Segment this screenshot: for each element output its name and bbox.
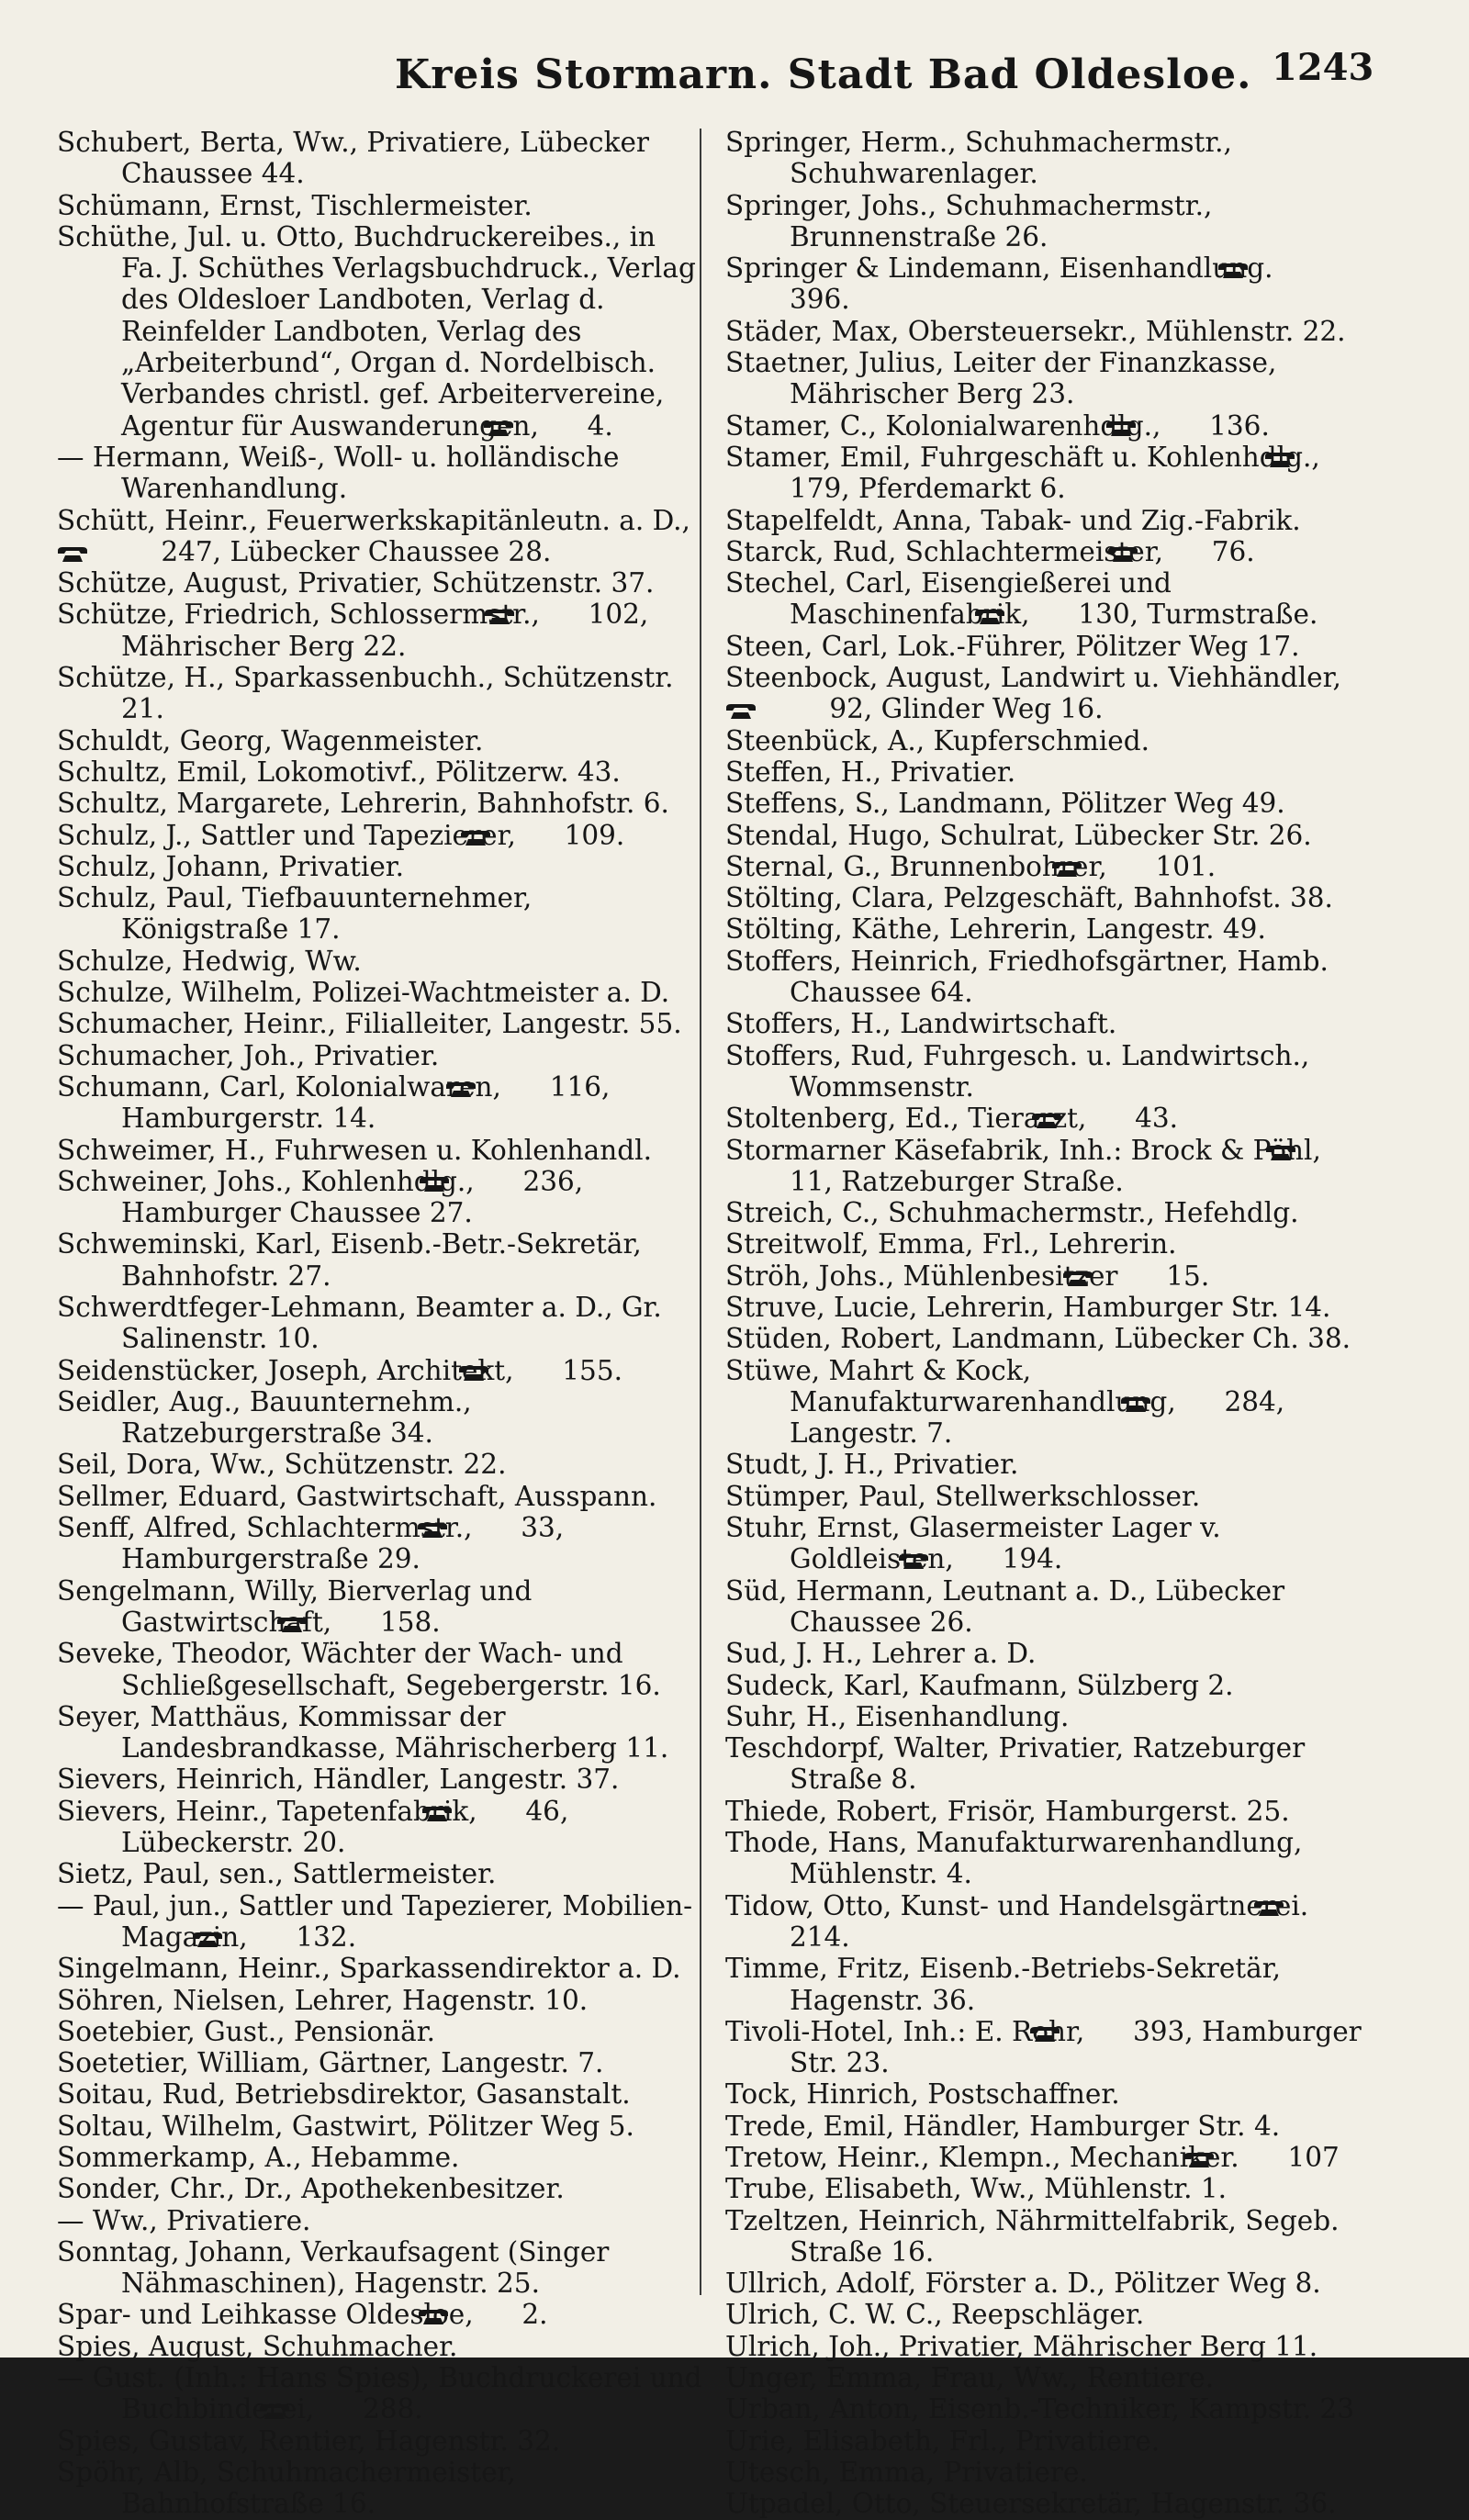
entry-text: Schütze, August, Privatier, Schützenstr. 37.: [57, 567, 655, 599]
entry-text: Stormarner Käsefabrik, Inh.: Brock & Pöhl,: [725, 1134, 1321, 1166]
telephone-number: 2.: [512, 2299, 548, 2331]
directory-entry: [57, 1764, 704, 1795]
entry-text: Stamer, C., Kolonialwarenhdlg.,: [725, 409, 1161, 442]
entry-text: Seyer, Matthäus, Kommissar der Landesbrandkasse, Mährischerberg 11.: [57, 1700, 669, 1764]
telephone-handset-icon: [121, 538, 152, 554]
directory-entry: [57, 1638, 704, 1701]
directory-entry: [725, 316, 1373, 347]
directory-entry: [725, 1135, 1373, 1198]
entry-text: Schütt, Heinr., Feuerwerkskapitänleutn. a. D.,: [57, 504, 690, 536]
entry-text: Seidler, Aug., Bauunternehm., Ratzeburgerstraße 34.: [57, 1385, 472, 1450]
left-column: [57, 127, 704, 2520]
directory-entry: [725, 252, 1373, 316]
directory-entry: [725, 1953, 1373, 2016]
entry-text: Thode, Hans, Manufakturwarenhandlung, Mühlenstr. 4.: [725, 1827, 1303, 1890]
directory-entry: [57, 599, 704, 662]
telephone-number: 92, Glinder Weg 16.: [821, 693, 1104, 725]
telephone-handset-icon: [1170, 412, 1201, 429]
directory-entry: [57, 1166, 704, 1229]
entry-text: Schweimer, H., Fuhrwesen u. Kohlenhandl.: [57, 1134, 652, 1166]
entry-text: Schwerdtfeger-Lehmann, Beamter a. D., Gr. Salinenstr. 10.: [57, 1291, 662, 1355]
entry-text: Steen, Carl, Lok.-Führer, Pölitzer Weg 17.: [725, 630, 1300, 662]
directory-entry: [725, 190, 1373, 253]
entry-text: Sievers, Heinr., Tapetenfabrik,: [57, 1795, 477, 1827]
directory-entry: [57, 820, 704, 851]
entry-text: Steenbock, August, Landwirt u. Viehhändler,: [725, 662, 1341, 694]
directory-entry: [57, 1890, 704, 1954]
telephone-number: 15.: [1157, 1260, 1210, 1292]
entry-text: Unger, Emma, Frau, Ww., Rentiere.: [725, 2362, 1215, 2394]
entry-text: Stoffers, Rud, Fuhrgesch. u. Landwirtsch., Wommsenstr.: [725, 1039, 1310, 1103]
directory-entry: [725, 1228, 1373, 1260]
directory-entry: [725, 1670, 1373, 1701]
directory-entry: [57, 1858, 704, 1889]
entry-text: Streitwolf, Emma, Frl., Lehrerin.: [725, 1228, 1177, 1260]
directory-entry: [725, 1701, 1373, 1732]
directory-entry: [57, 2111, 704, 2142]
directory-entry: [57, 1386, 704, 1450]
page-header: [0, 46, 1469, 101]
entry-text: Studt, J. H., Privatier.: [725, 1449, 1019, 1481]
directory-entry: [57, 756, 704, 788]
telephone-number: 107: [1279, 2142, 1340, 2173]
telephone-handset-icon: [1116, 853, 1147, 869]
telephone-handset-icon: [522, 1357, 554, 1373]
directory-entry: [57, 2425, 704, 2457]
directory-entry: [725, 788, 1373, 819]
entry-text: Utesch, Emma, Privatiere.: [725, 2456, 1088, 2488]
directory-entry: [57, 1292, 704, 1355]
directory-entry: [725, 2457, 1373, 2488]
entry-text: Schümann, Ernst, Tischlermeister.: [57, 189, 533, 221]
directory-entry: [725, 1197, 1373, 1228]
entry-text: Schweminski, Karl, Eisenb.-Betr.-Sekretär, Bahnhofstr. 27.: [57, 1228, 642, 1292]
directory-entry: [725, 1103, 1373, 1134]
directory-entry: [57, 882, 704, 946]
telephone-number: 158.: [371, 1606, 441, 1638]
telephone-handset-icon: [1318, 1892, 1349, 1909]
entry-text: Schütze, H., Sparkassenbuchh., Schützenstr. 21.: [57, 662, 674, 725]
entry-text: Sengelmann, Willy, Bierverlag und Gastwirtschaft,: [57, 1574, 533, 1638]
directory-entry: [57, 2047, 704, 2078]
entry-text: Trube, Elisabeth, Ww., Mühlenstr. 1.: [725, 2173, 1228, 2205]
directory-entry: [57, 567, 704, 599]
directory-entry: [725, 2362, 1373, 2393]
entry-text: Seveke, Theodor, Wächter der Wach- und Schließgesellschaft, Segebergerstr. 16.: [57, 1638, 661, 1701]
entry-text: Sievers, Heinrich, Händler, Langestr. 37.: [57, 1764, 620, 1796]
right-column: [725, 127, 1373, 2520]
telephone-handset-icon: [1329, 443, 1360, 460]
entry-text: Staetner, Julius, Leiter der Finanzkasse, Mährischer Berg 23.: [725, 347, 1277, 410]
telephone-number: 284, Langestr. 7.: [790, 1385, 1285, 1450]
directory-entry: [57, 1796, 704, 1859]
entry-text: Schütze, Friedrich, Schlossermstr.,: [57, 599, 540, 631]
entry-text: Schumann, Carl, Kolonialwaren,: [57, 1070, 501, 1103]
entry-text: Stüwe, Mahrt & Kock, Manufakturwarenhandlung,: [725, 1354, 1176, 1417]
telephone-handset-icon: [1093, 2018, 1125, 2034]
directory-entry: [725, 1260, 1373, 1292]
telephone-number: 130, Turmstraße.: [1069, 599, 1318, 631]
entry-text: Soltau, Wilhelm, Gastwirt, Pölitzer Weg 5.: [57, 2110, 634, 2142]
telephone-handset-icon: [481, 1514, 512, 1530]
directory-entry: [725, 2173, 1373, 2204]
directory-entry: [725, 2488, 1373, 2519]
directory-entry: [725, 2078, 1373, 2110]
directory-entry: [725, 1575, 1373, 1639]
directory-entry: [725, 2142, 1373, 2173]
directory-entry: [57, 2457, 704, 2520]
telephone-number: 155.: [553, 1354, 622, 1386]
directory-entry: [725, 1890, 1373, 1954]
entry-text: Stoltenberg, Ed., Tierarzt,: [725, 1103, 1087, 1135]
telephone-number: 179, Pferdemarkt 6.: [790, 473, 1066, 505]
entry-text: Schweiner, Johs., Kohlenhdlg.,: [57, 1165, 475, 1197]
directory-entry: [725, 2016, 1373, 2079]
entry-text: Stendal, Hugo, Schulrat, Lübecker Str. 26.: [725, 819, 1312, 851]
directory-entry: [57, 946, 704, 977]
telephone-number: 109.: [555, 819, 625, 851]
entry-text: Schulze, Wilhelm, Polizei-Wachtmeister a. D.: [57, 977, 670, 1009]
entry-text: Timme, Fritz, Eisenb.-Betriebs-Sekretär, Hagenstr. 36.: [725, 1953, 1281, 2016]
telephone-number: 393, Hamburger Str. 23.: [790, 2015, 1362, 2079]
directory-entry: [725, 851, 1373, 882]
entry-text: Söhren, Nielsen, Lehrer, Hagenstr. 10.: [57, 1984, 589, 2016]
directory-entry: [57, 1701, 704, 1764]
telephone-handset-icon: [1329, 1137, 1361, 1153]
telephone-handset-icon: [1095, 1104, 1127, 1121]
directory-entry: [725, 662, 1373, 725]
entry-text: Stuhr, Ernst, Glasermeister Lager v. Goldleisten,: [725, 1512, 1221, 1575]
directory-entry: [57, 2236, 704, 2300]
directory-entry: [725, 1512, 1373, 1575]
directory-entry: [725, 1008, 1373, 1039]
entry-text: Steffens, S., Landmann, Pölitzer Weg 49.: [725, 788, 1285, 820]
telephone-number: 4.: [578, 409, 613, 442]
directory-entry: [57, 221, 704, 442]
entry-text: Tivoli-Hotel, Inh.: E. Rohr,: [725, 2015, 1085, 2047]
telephone-number: 46, Lübeckerstr. 20.: [121, 1795, 569, 1859]
entry-text: Trede, Emil, Händler, Hamburger Str. 4.: [725, 2110, 1281, 2142]
directory-entry: [725, 2268, 1373, 2299]
directory-entry: [725, 820, 1373, 851]
entry-text: Springer, Herm., Schuhmachermstr., Schuhwarenlager.: [725, 127, 1232, 190]
telephone-handset-icon: [1038, 600, 1070, 617]
directory-entry: [57, 1985, 704, 2016]
telephone-number: 101.: [1147, 850, 1217, 882]
entry-text: Starck, Rud, Schlachtermeister,: [725, 535, 1163, 567]
telephone-number: 102, Mährischer Berg 22.: [121, 599, 649, 662]
entry-text: Sellmer, Eduard, Gastwirtschaft, Ausspann.: [57, 1480, 657, 1512]
directory-entry: [725, 536, 1373, 567]
entry-text: Suhr, H., Eisenhandlung.: [725, 1700, 1070, 1732]
entry-text: Urban, Anton, Eisenb.-Techniker, Kampstr. 23: [725, 2393, 1354, 2425]
directory-entry: [57, 505, 704, 568]
entry-text: Ullrich, Adolf, Förster a. D., Pölitzer Weg 8.: [725, 2268, 1321, 2300]
telephone-number: 396.: [790, 284, 850, 316]
entry-text: Struve, Lucie, Lehrerin, Hamburger Str. 14.: [725, 1291, 1331, 1323]
entry-text: Stölting, Käthe, Lehrerin, Langestr. 49.: [725, 913, 1266, 946]
entry-text: Springer, Johs., Schuhmachermstr., Brunnenstraße 26.: [725, 189, 1213, 252]
directory-entry: [725, 2299, 1373, 2330]
directory-entry: [725, 1323, 1373, 1354]
telephone-handset-icon: [962, 1545, 993, 1562]
directory-entry: [725, 1449, 1373, 1480]
directory-entry: [725, 725, 1373, 756]
telephone-number: 214.: [790, 1921, 850, 1953]
entry-text: Tidow, Otto, Kunst- und Handelsgärtnerei.: [725, 1889, 1309, 1921]
entry-text: Steenbück, A., Kupferschmied.: [725, 724, 1149, 756]
entry-text: Spöhr, Alb, Schuhmachermeister, Bahnhofstraße 16.: [57, 2456, 516, 2520]
telephone-number: 236, Hamburger Chaussee 27.: [121, 1165, 584, 1229]
directory-entry: [725, 1292, 1373, 1323]
directory-entry: [725, 410, 1373, 442]
directory-entry: [725, 882, 1373, 913]
entry-text: Spar- und Leihkasse Oldesloe,: [57, 2299, 474, 2331]
entry-text: Schumacher, Joh., Privatier.: [57, 1039, 440, 1071]
entry-text: Soitau, Rud, Betriebsdirektor, Gasanstalt.: [57, 2078, 631, 2111]
telephone-handset-icon: [547, 412, 578, 429]
directory-entry: [725, 1732, 1373, 1796]
entry-text: Schüthe, Jul. u. Otto, Buchdruckereibes., in Fa. J. Schüthes Verlagsbuchdruck., Verlag des Oldesloer Landboten, Verlag d. Reinfelder Landboten, Verlag des „Arbeiterbund“, Organ d. Nordelbisch. Verbandes christl. gef. Arbeitervereine, Agentur für Auswanderungen,: [57, 220, 696, 442]
directory-entry: [57, 2173, 704, 2204]
directory-entry: [725, 127, 1373, 190]
entry-text: Sonntag, Johann, Verkaufsagent (Singer Nähmaschinen), Hagenstr. 25.: [57, 2235, 610, 2300]
directory-entry: [725, 442, 1373, 505]
directory-entry: [725, 946, 1373, 1009]
telephone-number: 288.: [353, 2393, 423, 2425]
entry-text: Schultz, Margarete, Lehrerin, Bahnhofstr. 6.: [57, 788, 669, 820]
directory-entry: [725, 1481, 1373, 1512]
entry-text: Schulz, Paul, Tiefbauunternehmer, Königstraße 17.: [57, 882, 533, 946]
entry-text: Ulrich, C. W. C., Reepschläger.: [725, 2299, 1145, 2331]
entry-text: Städer, Max, Obersteuersekr., Mühlenstr. 22.: [725, 315, 1346, 347]
entry-text: Spies, August, Schuhmacher.: [57, 2330, 458, 2362]
directory-entry: [725, 2425, 1373, 2457]
telephone-handset-icon: [790, 695, 821, 711]
directory-entry: [57, 977, 704, 1008]
directory-entry: [57, 1071, 704, 1135]
telephone-handset-icon: [482, 2301, 513, 2317]
entry-text: Stüden, Robert, Landmann, Lübecker Ch. 38.: [725, 1323, 1351, 1355]
telephone-handset-icon: [256, 1923, 287, 1940]
entry-text: Ströh, Johs., Mühlenbesitzer: [725, 1260, 1118, 1292]
entry-text: Sternal, G., Brunnenbohrer,: [725, 850, 1107, 882]
entry-text: Stoffers, H., Landwirtschaft.: [725, 1008, 1117, 1040]
telephone-handset-icon: [524, 822, 555, 838]
entry-text: Ulrich, Joh., Privatier, Mährischer Berg 11.: [725, 2330, 1318, 2362]
telephone-number: 76.: [1203, 535, 1255, 567]
entry-text: — Ww., Privatiere.: [57, 2204, 311, 2236]
telephone-number: 116, Hamburgerstr. 14.: [121, 1070, 611, 1135]
entry-text: Thiede, Robert, Frisör, Hamburgerst. 25.: [725, 1795, 1290, 1827]
entry-text: Sonder, Chr., Dr., Apothekenbesitzer.: [57, 2173, 565, 2205]
directory-entry: [57, 1481, 704, 1512]
telephone-handset-icon: [486, 1798, 517, 1814]
directory-entry: [57, 1040, 704, 1071]
entry-text: Schulz, J., Sattler und Tapezierer,: [57, 819, 516, 851]
directory-entry: [57, 662, 704, 725]
directory-entry: [57, 2299, 704, 2330]
directory-entry: [57, 1512, 704, 1575]
directory-entry: [57, 2205, 704, 2236]
telephone-number: 194.: [993, 1543, 1063, 1575]
entry-text: Seidenstücker, Joseph, Architekt,: [57, 1354, 514, 1386]
directory-entry: [725, 347, 1373, 410]
entry-text: Sudeck, Karl, Kaufmann, Sülzberg 2.: [725, 1669, 1234, 1701]
directory-entry: [57, 442, 704, 505]
directory-entry: [725, 756, 1373, 788]
telephone-handset-icon: [1127, 1262, 1158, 1279]
telephone-handset-icon: [510, 1073, 541, 1090]
entry-text: Schuldt, Georg, Wagenmeister.: [57, 724, 484, 756]
directory-entry: [57, 788, 704, 819]
telephone-handset-icon: [1248, 2144, 1279, 2160]
entry-text: Stapelfeldt, Anna, Tabak- und Zig.-Fabrik.: [725, 504, 1301, 536]
entry-text: Soetebier, Gust., Pensionär.: [57, 2015, 435, 2047]
telephone-handset-icon: [483, 1168, 514, 1184]
entry-text: Stechel, Carl, Eisengießerei und Maschinenfabrik,: [725, 567, 1172, 631]
entry-text: Schulz, Johann, Privatier.: [57, 850, 405, 882]
entry-text: Schubert, Berta, Ww., Privatiere, Lübecker Chaussee 44.: [57, 127, 650, 190]
telephone-number: 43.: [1126, 1103, 1179, 1135]
directory-entry: [725, 1355, 1373, 1450]
directory-entry: [57, 1228, 704, 1292]
telephone-number: 247, Lübecker Chaussee 28.: [152, 535, 552, 567]
entry-text: Teschdorpf, Walter, Privatier, Ratzeburger Straße 8.: [725, 1732, 1306, 1796]
entry-text: — Gust. (Inh.: Hans Spies), Buchdruckerei und Buchbinderei,: [57, 2362, 702, 2425]
entry-text: Tock, Hinrich, Postschaffner.: [725, 2078, 1120, 2111]
entry-text: Urie, Elisabeth, Frl., Privatiere.: [725, 2425, 1161, 2457]
telephone-handset-icon: [341, 1608, 372, 1625]
entry-text: Stölting, Clara, Pelzgeschäft, Bahnhofst. 38.: [725, 882, 1333, 914]
directory-entry: [725, 505, 1373, 536]
directory-entry: [57, 725, 704, 756]
entry-text: Singelmann, Heinr., Sparkassendirektor a. D.: [57, 1953, 681, 1985]
running-head: Kreis Stormarn. Stadt Bad Oldesloe.: [395, 51, 1252, 98]
directory-entry: [57, 1355, 704, 1386]
telephone-number: 136.: [1200, 409, 1270, 442]
directory-entry: [57, 2016, 704, 2047]
telephone-handset-icon: [1282, 254, 1313, 271]
directory-entry: [57, 851, 704, 882]
directory-entry: [725, 1827, 1373, 1890]
entry-text: Schultz, Emil, Lokomotivf., Pölitzerw. 43.: [57, 756, 621, 788]
directory-entry: [725, 631, 1373, 662]
directory-entry: [725, 1796, 1373, 1827]
directory-entry: [57, 127, 704, 190]
directory-entry: [57, 1575, 704, 1639]
entry-text: Streich, C., Schuhmachermstr., Hefehdlg.: [725, 1197, 1299, 1229]
directory-entry: [57, 2142, 704, 2173]
directory-entry: [725, 567, 1373, 631]
entry-text: Springer & Lindemann, Eisenhandlung.: [725, 252, 1273, 285]
page-number: 1243: [1272, 46, 1374, 89]
entry-text: Tzeltzen, Heinrich, Nährmittelfabrik, Segeb. Straße 16.: [725, 2204, 1340, 2268]
directory-entry: [57, 1008, 704, 1039]
directory-entry: [57, 190, 704, 221]
telephone-handset-icon: [1172, 538, 1203, 554]
directory-entry: [725, 913, 1373, 945]
entry-text: Schulze, Hedwig, Ww.: [57, 945, 362, 977]
directory-entry: [725, 1638, 1373, 1669]
directory-entry: [725, 2393, 1373, 2425]
entry-text: Stümper, Paul, Stellwerkschlosser.: [725, 1480, 1201, 1512]
telephone-handset-icon: [548, 600, 579, 617]
directory-entry: [57, 2078, 704, 2110]
entry-text: Spies, Gustav, Rentier, Hagenstr. 32.: [57, 2425, 561, 2457]
telephone-handset-icon: [1184, 1388, 1216, 1405]
directory-entry: [57, 2362, 704, 2425]
directory-entry: [57, 1953, 704, 1984]
entry-text: Senff, Alfred, Schlachtermstr.,: [57, 1512, 473, 1544]
entry-text: Sommerkamp, A., Hebamme.: [57, 2142, 460, 2173]
telephone-number: 11, Ratzeburger Straße.: [790, 1165, 1124, 1197]
telephone-handset-icon: [323, 2395, 354, 2412]
directory-entry: [57, 1449, 704, 1480]
entry-text: Soetetier, William, Gärtner, Langestr. 7.: [57, 2047, 604, 2079]
directory-entry: [725, 2111, 1373, 2142]
entry-text: — Paul, jun., Sattler und Tapezierer, Mobilien-Magazin,: [57, 1889, 693, 1953]
entry-text: Süd, Hermann, Leutnant a. D., Lübecker Chaussee 26.: [725, 1574, 1285, 1638]
directory-entry: [57, 1135, 704, 1166]
entry-text: Sud, J. H., Lehrer a. D.: [725, 1638, 1037, 1670]
telephone-number: 132.: [287, 1921, 357, 1953]
directory-entry: [725, 2205, 1373, 2268]
entry-text: Seil, Dora, Ww., Schützenstr. 22.: [57, 1449, 507, 1481]
entry-text: Stamer, Emil, Fuhrgeschäft u. Kohlenhdlg.,: [725, 441, 1320, 473]
entry-text: Steffen, H., Privatier.: [725, 756, 1016, 788]
entry-text: Utpadel, Otto, Steuersekretär, Hagenstr. 36.: [725, 2488, 1337, 2520]
entry-text: — Hermann, Weiß-, Woll- u. holländische Warenhandlung.: [57, 441, 620, 505]
entry-text: Schumacher, Heinr., Filialleiter, Langestr. 55.: [57, 1008, 682, 1040]
column-divider: [700, 129, 701, 2295]
entry-text: Tretow, Heinr., Klempn., Mechaniker.: [725, 2142, 1239, 2173]
directory-entry: [725, 1040, 1373, 1103]
telephone-number: 33, Hamburgerstraße 29.: [121, 1512, 565, 1575]
entry-text: Sietz, Paul, sen., Sattlermeister.: [57, 1858, 497, 1890]
entry-text: Stoffers, Heinrich, Friedhofsgärtner, Hamb. Chaussee 64.: [725, 945, 1329, 1009]
